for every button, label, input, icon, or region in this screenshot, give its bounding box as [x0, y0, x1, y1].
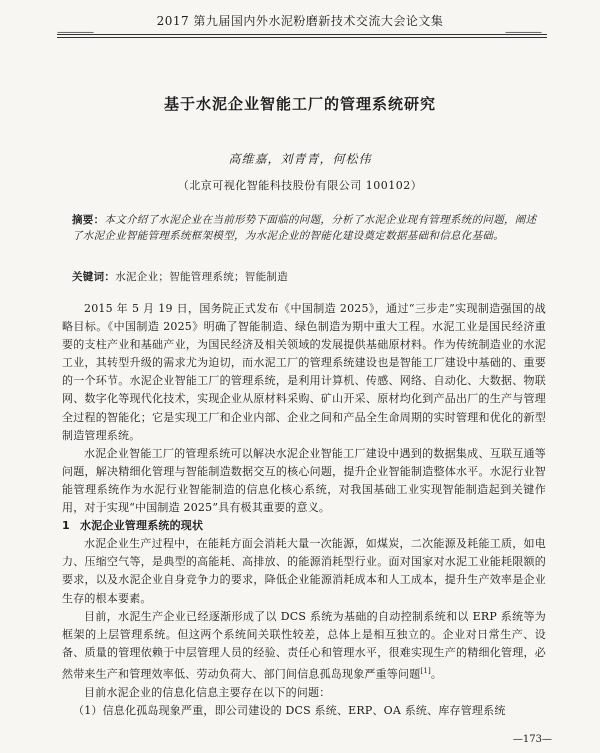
abstract-text: 本文介绍了水泥企业在当前形势下面临的问题，分析了水泥企业现有管理系统的问题，阐述了水泥企业智能管理系统框架模型，为水泥企业的智能化建设奠定数据基础和信息化基础。 [72, 214, 537, 242]
paragraph-4-text: 目前，水泥生产企业已经逐渐形成了以 DCS 系统为基础的自动控制系统和以 ERP 系统等为框架的上层管理系统。但这两个系统间关联性较差，总体上是相互独立的。企业对日常生产、设备、质量的管理依赖于中层管理人员的经验、责任心和管理水平，很难实现生产的精细化管理，必然带来生产和管理效率低、劳动负荷大、部门间信息孤岛现象严重等问题 [62, 609, 546, 681]
section-heading [62, 517, 546, 535]
header-dashes-right: ———— [505, 27, 541, 38]
citation-ref: [1] [420, 666, 431, 675]
paragraph-4-end: 。 [430, 667, 443, 681]
paragraph-1: 2015 年 5 月 19 日，国务院正式发布《中国制造 2025》，通过“三步走”实现制造强国的战略目标。《中国制造 2025》明确了智能制造、绿色制造为期中重大工程。水泥工业是国民经济重要的支柱产业和基础产业，为国民经济及相关领域的发展提供基础原材料。作为传统制造业的水泥工业，其转型升级的需求尤为迫切，而水泥工厂的管理系统建设也是智能工厂建设中基础的、重要的一个环节。水泥企业智能工厂的管理系统，是利用计算机、传感、网络、自动化、大数据、物联网、数字化等现代化技术，实现企业从原材料采购、矿山开采、原材均化到产品出厂的生产与管理全过程的智能化；它是实现工厂和企业内部、企业之间和产品全生命周期的实时管理和优化的新型制造管理系统。 [62, 302, 546, 442]
page-number: —173— [512, 734, 552, 745]
paper-title: 基于水泥企业智能工厂的管理系统研究 [163, 95, 436, 113]
paragraph-2: 水泥企业智能工厂的管理系统可以解决水泥企业智能工厂建设中遇到的数据集成、互联互通等问题，解决精细化管理与智能制造数据交互的核心问题，提升企业智能制造整体水平。水泥行业智能管理系统作为水泥行业智能制造的信息化核心系统，对我国基础工业实现智能制造起到关键作用，对于实现“中国制造 2025”具有极其重要的意义。 [62, 446, 546, 515]
keywords-text: 水泥企业；智能管理系统；智能制造 [115, 271, 289, 283]
header-rule-thin [57, 37, 547, 38]
abstract-label: 摘要： [72, 214, 105, 226]
running-header: 2017 第九届国内外水泥粉磨新技术交流大会论文集 [156, 14, 444, 28]
paragraph-6: （1）信息化孤岛现象严重，即公司建设的 DCS 系统、ERP、OA 系统、库存管理系统 [73, 703, 506, 717]
header-rule [57, 34, 547, 35]
paragraph-4 [62, 608, 546, 684]
body-text [62, 300, 546, 720]
paragraph-3: 水泥企业生产过程中，在能耗方面会消耗大量一次能源，如煤炭，二次能源及耗能工质，如电力、压缩空气等，是典型的高能耗、高排放、的能源消耗型行业。面对国家对水泥工业能耗限额的要求，以及水泥企业自身竞争力的要求，降低企业能源消耗成本和人工成本，提升生产效率是企业生存的根本要素。 [62, 537, 546, 605]
abstract [72, 212, 542, 244]
keywords [72, 269, 542, 285]
section-title: 水泥企业管理系统的现状 [80, 519, 204, 533]
section-number: 1 [62, 519, 70, 533]
paper-affiliation: （北京可视化智能科技股份有限公司 100102） [177, 179, 423, 192]
header-dashes-left: ———— [57, 27, 93, 38]
keywords-label: 关键词： [72, 271, 116, 283]
paragraph-5: 目前水泥企业的信息化信息主要存在以下的问题： [84, 685, 331, 699]
paper-authors: 高维嘉，刘青青，何松伟 [228, 152, 372, 166]
